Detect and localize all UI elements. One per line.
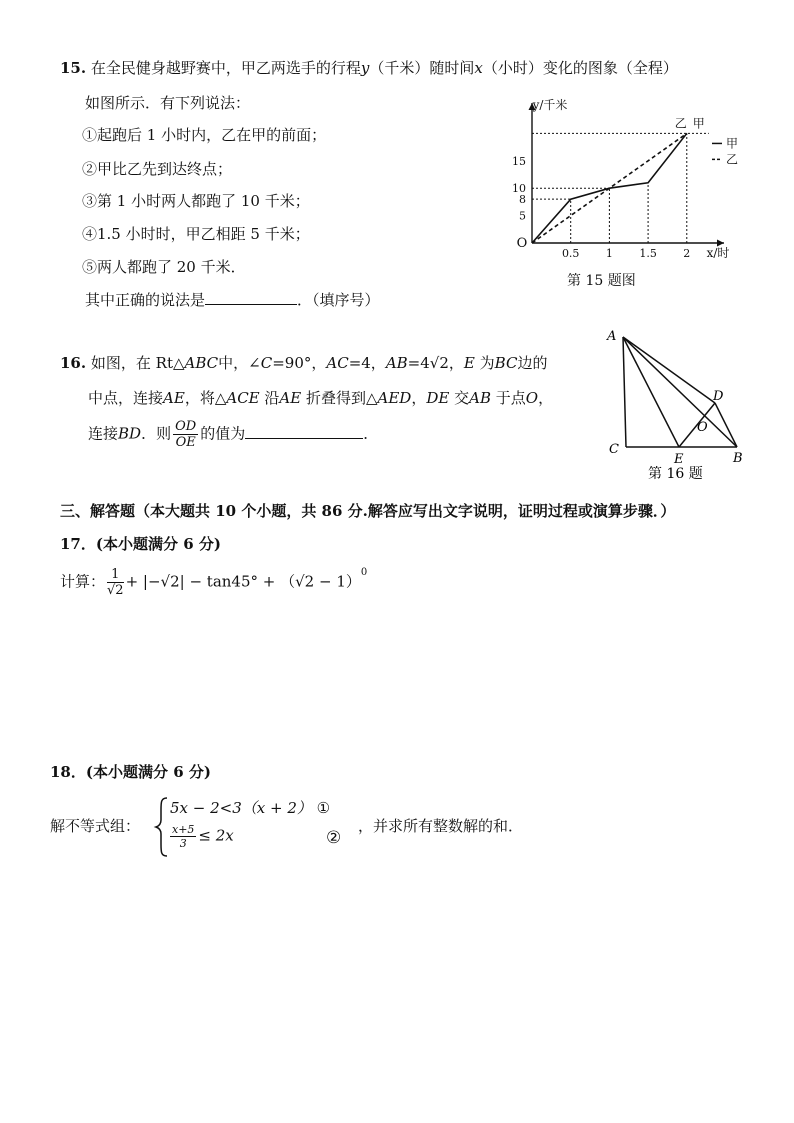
q16-figure (600, 325, 760, 485)
q16-text: 中点，连接 (88, 389, 164, 407)
q15-statement-2: ②甲比乙先到达终点； (82, 160, 233, 178)
q16-fraction (173, 420, 198, 449)
q16-text: 边的 (517, 354, 548, 372)
point-a-label: A (607, 329, 617, 344)
q18-suffix: ，并求所有整数解的和． (358, 817, 524, 835)
q16-text: ACE (226, 389, 260, 407)
q18-ineq1: 5x − 2<3（x + 2） (170, 799, 312, 817)
q16-text: AE (279, 389, 302, 407)
q18-inequality-1 (170, 797, 330, 818)
q17-expression (60, 568, 367, 597)
q15-answer-suffix: ．（填序号） (297, 291, 380, 309)
q16-frac-den: OE (175, 435, 196, 450)
q16-text: BD (118, 424, 142, 443)
q18-fraction (170, 824, 196, 849)
q17-header: 17．(本小题满分 6 分) (60, 535, 221, 553)
point-b-label: B (733, 451, 743, 466)
q15-statement-1: ①起跑后 1 小时内，乙在甲的前面； (82, 126, 327, 144)
q18-mark-2: ② (326, 828, 342, 848)
q16-text: ， (411, 389, 427, 407)
series-label-yi: 乙 (674, 116, 687, 131)
x-tick-label: 1 (605, 247, 613, 260)
q15-statement-4: ④1.5 小时时，甲乙相距 5 千米； (82, 225, 310, 243)
q16-text: 的值为 (200, 424, 246, 443)
q16-text: AED (377, 389, 412, 407)
y-axis-label: y/千米 (532, 98, 568, 112)
q15-stem-line1 (60, 57, 678, 78)
point-e-label: E (674, 452, 684, 467)
q15-unit-km: （千米）随时间 (369, 59, 475, 77)
q16-text: =4 (407, 354, 430, 372)
x-tick-label: 1.5 (639, 247, 657, 260)
q16-text: AB (469, 389, 491, 407)
q15-var-y: y (360, 59, 370, 77)
segment-ad (623, 337, 715, 403)
q16-text: BC (494, 354, 518, 372)
q16-line2 (88, 387, 553, 408)
q16-text: 于点 (490, 389, 526, 407)
q16-text: ． (363, 424, 379, 443)
q16-text: ， (448, 354, 464, 372)
q16-text: AE (163, 389, 185, 407)
q18-frac-den: 3 (179, 837, 187, 850)
segment-ae (623, 337, 679, 447)
q16-text: E (463, 354, 475, 372)
q15-answer-blank[interactable] (205, 290, 297, 305)
q15-number: 15. (60, 59, 87, 77)
q16-text: 沿 (259, 389, 280, 407)
q18-header: 18．(本小题满分 6 分) (50, 763, 211, 781)
q17-frac-den: √2 (107, 583, 124, 598)
origin-label: O (516, 236, 528, 251)
q16-figure-caption: 第 16 题 (648, 466, 703, 482)
section3-title: 三、解答题（本大题共 10 个小题，共 86 分.解答应写出文字说明，证明过程或演算步骤．） (60, 502, 676, 520)
q16-text: =90°， (272, 354, 327, 372)
segment-ac (623, 337, 626, 447)
q17-exponent: 0 (360, 566, 368, 578)
q16-text: AC (326, 354, 349, 372)
q17-frac-num: 1 (107, 568, 124, 583)
q15-unit-h: （小时）变化的图象（全程） (482, 59, 678, 77)
y-tick-label: 5 (519, 209, 526, 223)
q18-inequality-2 (168, 824, 234, 849)
q18-mark-1: ① (316, 799, 331, 817)
q16-sqrt: √2 (429, 354, 449, 372)
q18-ineq2: ≤ 2x (198, 826, 234, 845)
q16-text: =4， (348, 354, 386, 372)
x-axis-label: x/时 (706, 246, 730, 260)
x-tick-label: 0.5 (561, 247, 580, 260)
q16-text: ，将△ (184, 389, 227, 407)
q15-answer-prefix: 其中正确的说法是 (85, 291, 206, 309)
q16-text: 连接 (88, 424, 119, 443)
q15-statement-3: ③第 1 小时两人都跑了 10 千米； (82, 192, 310, 210)
q16-line1 (60, 352, 547, 373)
q16-text: ABC (184, 354, 219, 372)
q15-figure-caption: 第 15 题图 (567, 273, 636, 289)
q15-answer-line (85, 289, 380, 310)
segment-bd (715, 403, 737, 447)
q16-text: 如图，在 Rt△ (90, 354, 185, 372)
y-tick-label: 8 (519, 193, 526, 207)
point-c-label: C (609, 442, 619, 457)
q16-line3 (88, 420, 378, 449)
q16-text: ， (538, 389, 554, 407)
series-label-jia: 甲 (692, 116, 705, 131)
q17-prefix: 计算： (60, 572, 106, 591)
q16-text: 中，∠ (218, 354, 261, 372)
q16-text: 交 (449, 389, 470, 407)
q16-text: AB (385, 354, 408, 372)
q16-answer-blank[interactable] (245, 424, 363, 439)
q18-frac-num: x+5 (172, 823, 195, 836)
legend-label: 乙 (725, 152, 739, 167)
y-tick-label: 10 (512, 182, 526, 196)
q15-stem-line2: 如图所示．有下列说法： (85, 94, 251, 112)
q16-text: DE (426, 389, 450, 407)
q16-frac-num: OD (175, 419, 197, 434)
q16-number: 16. (60, 354, 87, 372)
q16-text: ．则 (141, 424, 172, 443)
q17-fraction (107, 568, 124, 597)
q15-chart (500, 95, 739, 295)
legend-label: 甲 (725, 136, 739, 151)
q17-expr: + |−√2| − tan45° + （√2 − 1） (125, 572, 361, 591)
q15-statement-5: ⑤两人都跑了 20 千米． (82, 258, 246, 276)
point-o-label: O (697, 420, 708, 435)
q16-text: 为 (474, 354, 495, 372)
y-tick-label: 15 (512, 154, 526, 168)
q16-text: C (260, 354, 273, 372)
q18-prefix: 解不等式组： (50, 817, 141, 835)
q15-stem-text: 在全民健身越野赛中，甲乙两选手的行程 (90, 59, 361, 77)
point-d-label: D (713, 389, 724, 404)
q18-brace (155, 796, 169, 858)
q15-var-x: x (474, 59, 483, 77)
q16-text: 折叠得到△ (301, 389, 378, 407)
q16-text: O (525, 389, 539, 407)
x-tick-label: 2 (683, 247, 691, 260)
